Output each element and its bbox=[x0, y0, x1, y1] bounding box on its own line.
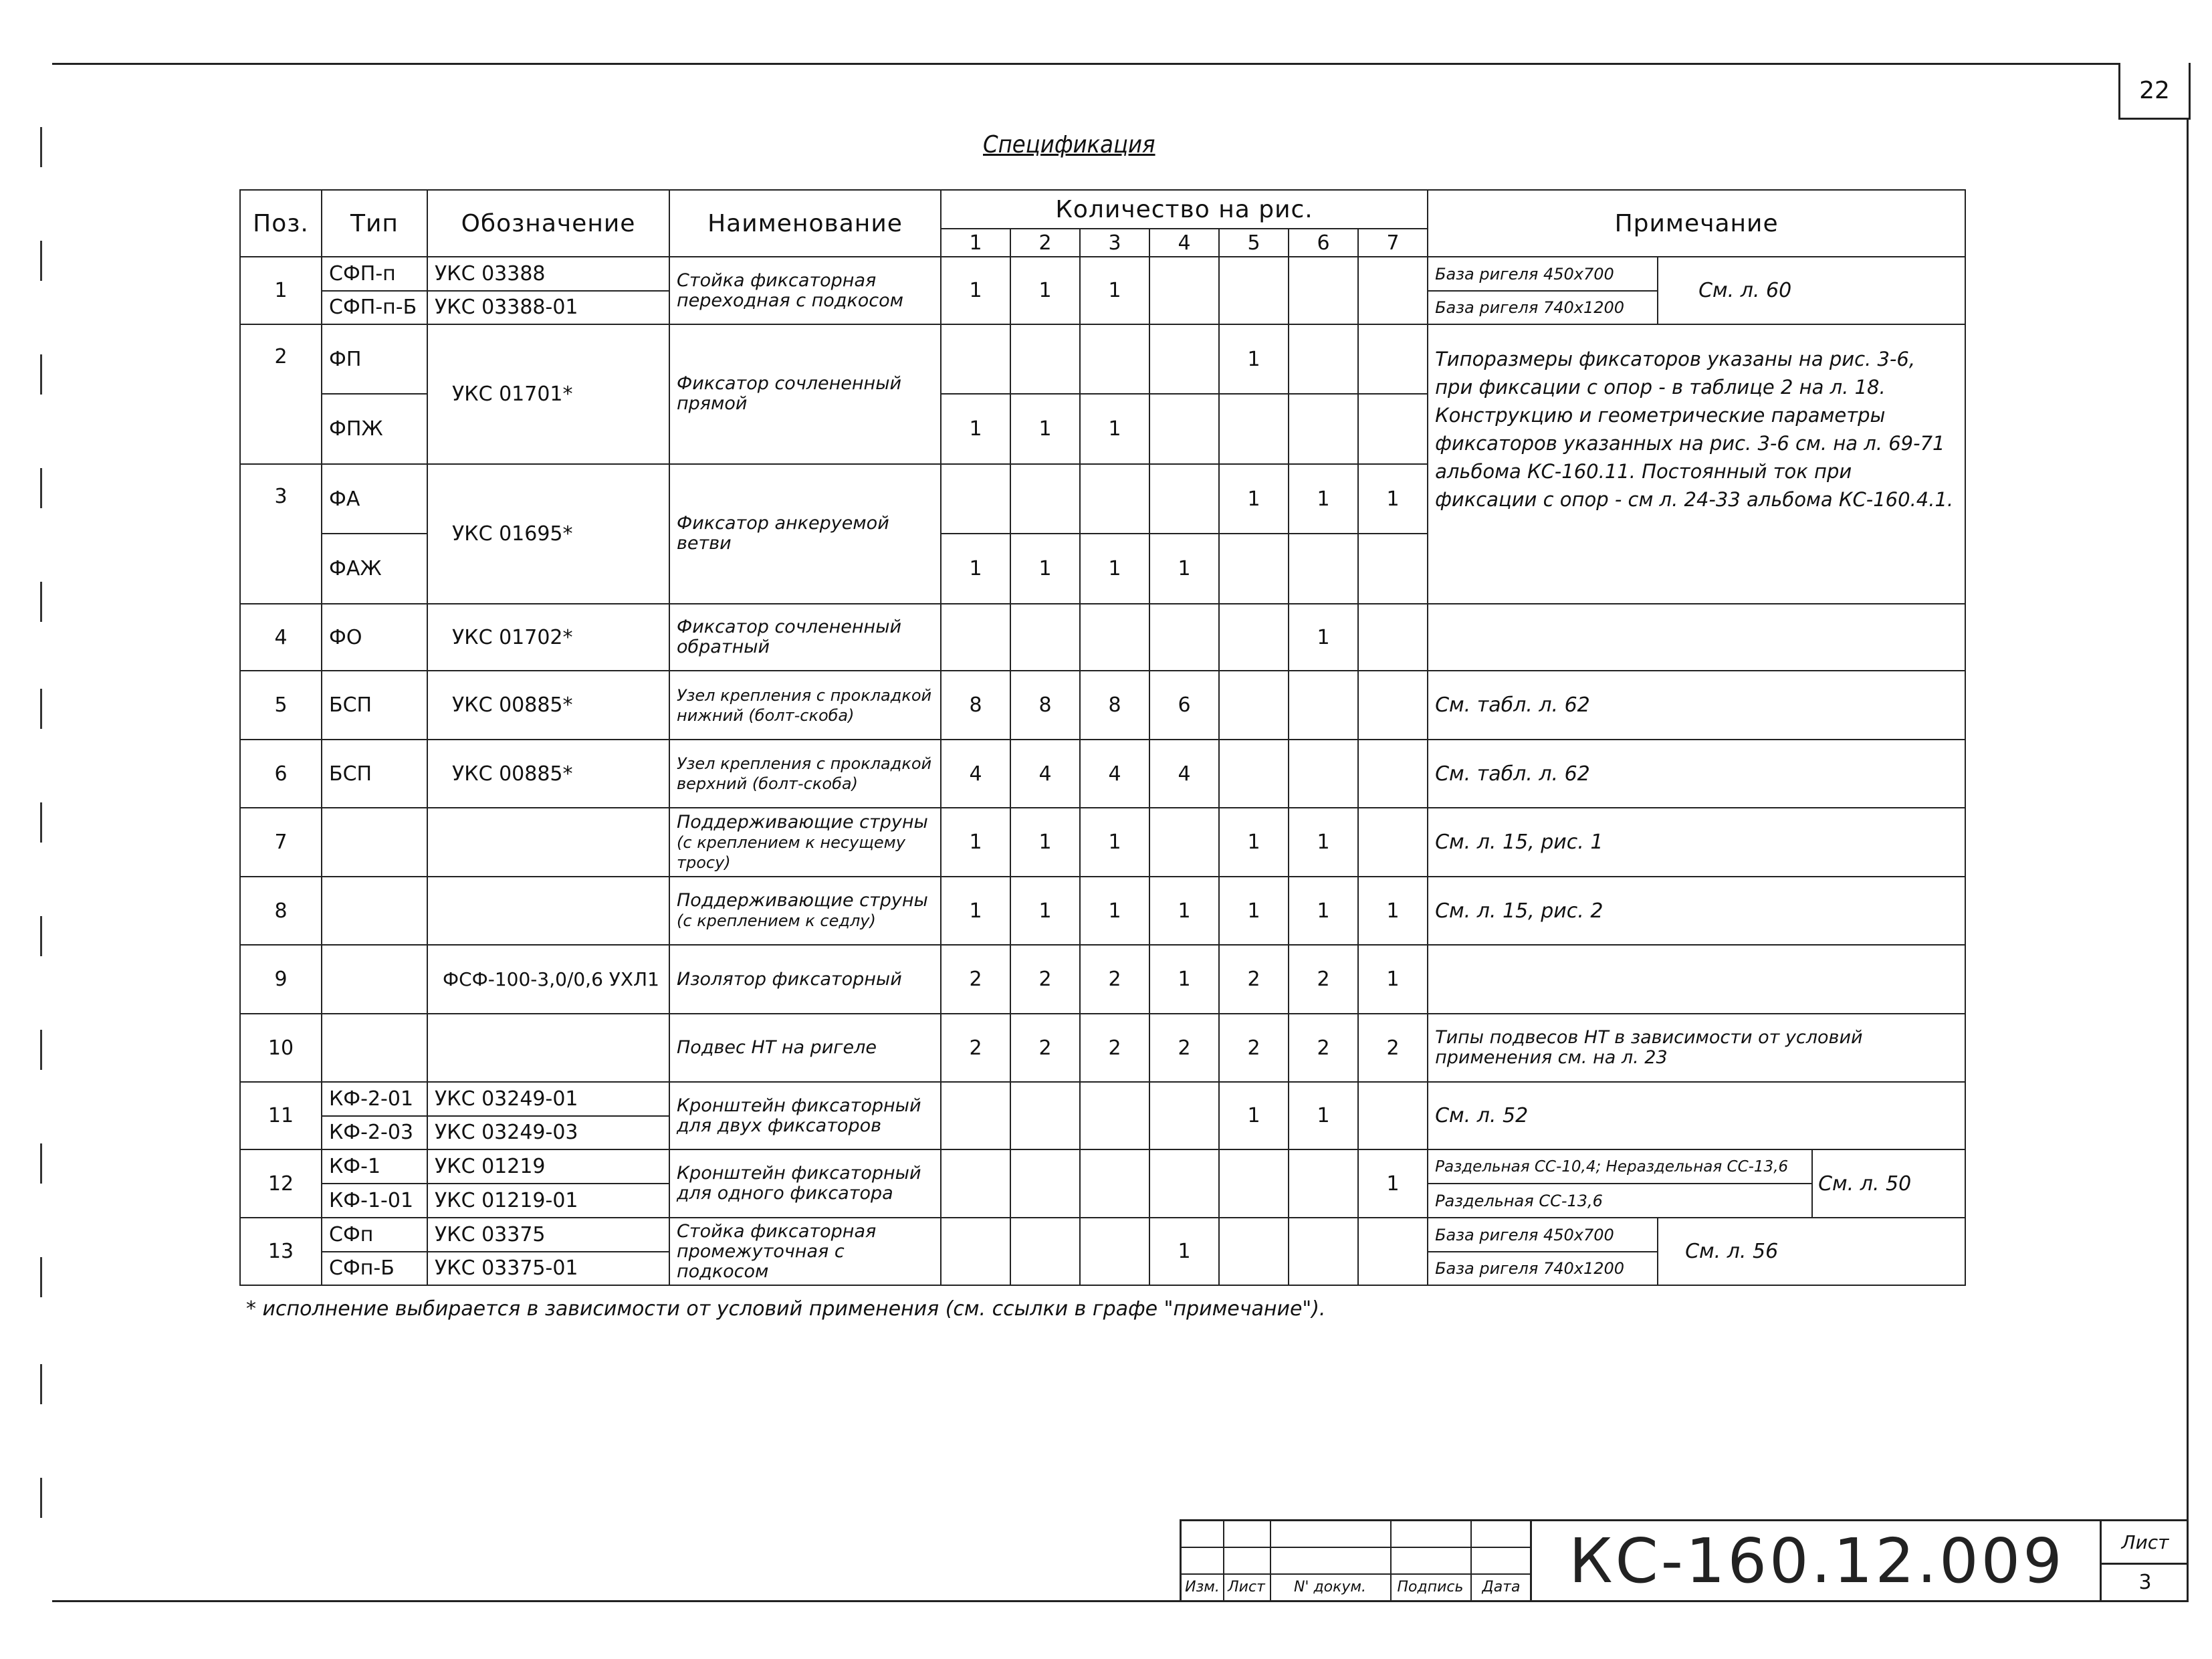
qty-cell bbox=[1358, 604, 1428, 671]
note-ref: См. л. 50 bbox=[1812, 1150, 1965, 1218]
row-type: БСП bbox=[322, 671, 427, 740]
qty-cell: 1 bbox=[1010, 877, 1080, 946]
qty-cell: 6 bbox=[1149, 671, 1219, 740]
footnote: * исполнение выбирается в зависимости от условий применения (см. ссылки в графе "примечание"). bbox=[246, 1297, 1326, 1321]
qty-cell bbox=[1010, 324, 1080, 395]
qty-cell bbox=[941, 1149, 1010, 1218]
qty-cell: 1 bbox=[941, 394, 1010, 464]
qty-cell bbox=[1219, 257, 1289, 324]
row-pos: 10 bbox=[240, 1014, 322, 1083]
row-name-line: (с креплением к несущему тросу) bbox=[677, 833, 905, 872]
note-cell: См. л. 15, рис. 1 bbox=[1428, 808, 1965, 877]
qty-cell bbox=[1080, 324, 1149, 395]
row-designation: УКС 03388-01 bbox=[427, 291, 669, 324]
margin-tick bbox=[40, 127, 42, 167]
qty-cell: 1 bbox=[1219, 324, 1289, 395]
margin-tick bbox=[40, 802, 42, 843]
sheet-number-box: 22 bbox=[2118, 63, 2191, 120]
qty-cell: 1 bbox=[1358, 464, 1428, 534]
qty-cell: 2 bbox=[1149, 1014, 1219, 1083]
qty-cell bbox=[1219, 671, 1289, 740]
shared-note: Типоразмеры фиксаторов указаны на рис. 3-6, при фиксации с опор - в таблице 2 на л. 18. Конструкцию и геометрические параметры фиксаторов указанных на рис. 3-6 см. на л. 69-71 альбома КС-160.11. Постоянный ток при фиксации с опор - см л. 24-33 альбома КС-160.4.1. bbox=[1428, 324, 1965, 604]
row-designation: УКС 01695* bbox=[427, 464, 669, 604]
row-type: ФП bbox=[322, 324, 427, 395]
qty-cell: 1 bbox=[1289, 877, 1358, 946]
stamp-label: Лист bbox=[1228, 1579, 1265, 1595]
qty-cell bbox=[1358, 534, 1428, 604]
qty-cell: 8 bbox=[1080, 671, 1149, 740]
qty-cell bbox=[941, 604, 1010, 671]
qty-cell: 1 bbox=[1219, 877, 1289, 946]
row-name: Узел крепления с прокладкой нижний (болт-скоба) bbox=[669, 671, 941, 740]
row-name: Фиксатор сочлененный прямой bbox=[669, 324, 941, 464]
row-name: Фиксатор анкеруемой ветви bbox=[669, 464, 941, 604]
header-fig: 2 bbox=[1010, 229, 1080, 257]
qty-cell: 1 bbox=[1289, 464, 1358, 534]
qty-cell bbox=[1358, 1082, 1428, 1149]
row-type: СФп bbox=[322, 1218, 427, 1251]
row-designation: УКС 03375 bbox=[427, 1218, 669, 1251]
row-name: Узел крепления с прокладкой верхний (болт-скоба) bbox=[669, 740, 941, 808]
header-fig: 1 bbox=[941, 229, 1010, 257]
qty-cell bbox=[1219, 740, 1289, 808]
qty-cell bbox=[1219, 1218, 1289, 1285]
qty-cell bbox=[1289, 740, 1358, 808]
header-name: Наименование bbox=[669, 190, 941, 257]
sheet-label: Лист bbox=[2102, 1521, 2189, 1565]
qty-cell: 2 bbox=[1219, 945, 1289, 1014]
qty-cell bbox=[1149, 1082, 1219, 1149]
qty-cell bbox=[1289, 394, 1358, 464]
qty-cell bbox=[1289, 1149, 1358, 1218]
qty-cell bbox=[1289, 1218, 1358, 1285]
qty-cell: 4 bbox=[1080, 740, 1149, 808]
note-cell: Раздельная СС-13,6 bbox=[1428, 1184, 1812, 1217]
qty-cell bbox=[1149, 808, 1219, 877]
qty-cell: 1 bbox=[1080, 394, 1149, 464]
qty-cell: 8 bbox=[941, 671, 1010, 740]
row-name: Подвес НТ на ригеле bbox=[669, 1014, 941, 1083]
row-pos: 8 bbox=[240, 877, 322, 946]
row-type bbox=[322, 877, 427, 946]
header-pos: Поз. bbox=[240, 190, 322, 257]
qty-cell bbox=[1358, 394, 1428, 464]
qty-cell bbox=[1149, 394, 1219, 464]
qty-cell: 1 bbox=[1010, 808, 1080, 877]
qty-cell: 1 bbox=[1358, 945, 1428, 1014]
qty-cell bbox=[1080, 1082, 1149, 1149]
qty-cell: 1 bbox=[1149, 877, 1219, 946]
qty-cell bbox=[941, 464, 1010, 534]
note-cell: См. л. 52 bbox=[1428, 1082, 1965, 1149]
row-name-line: Поддерживающие струны bbox=[677, 811, 928, 833]
qty-cell: 2 bbox=[1219, 1014, 1289, 1083]
qty-cell bbox=[1219, 1149, 1289, 1218]
row-pos: 1 bbox=[240, 257, 322, 324]
row-type: СФП-п-Б bbox=[322, 291, 427, 324]
qty-cell: 1 bbox=[1010, 394, 1080, 464]
note-cell bbox=[1428, 945, 1965, 1014]
qty-cell bbox=[1289, 671, 1358, 740]
qty-cell: 1 bbox=[1358, 1149, 1428, 1218]
row-type: КФ-2-03 bbox=[322, 1116, 427, 1149]
qty-cell bbox=[1080, 1218, 1149, 1285]
row-name: Стойка фиксаторная переходная с подкосом bbox=[669, 257, 941, 324]
row-pos: 2 bbox=[240, 324, 322, 464]
margin-tick bbox=[40, 1364, 42, 1404]
qty-cell: 2 bbox=[1010, 1014, 1080, 1083]
margin-tick bbox=[40, 1030, 42, 1070]
qty-cell bbox=[1010, 1149, 1080, 1218]
row-pos: 12 bbox=[240, 1149, 322, 1218]
qty-cell bbox=[1289, 534, 1358, 604]
qty-cell: 4 bbox=[941, 740, 1010, 808]
row-pos: 9 bbox=[240, 945, 322, 1014]
header-fig: 7 bbox=[1358, 229, 1428, 257]
stamp-label: Подпись bbox=[1397, 1579, 1464, 1595]
header-fig: 3 bbox=[1080, 229, 1149, 257]
margin-tick bbox=[40, 241, 42, 281]
qty-cell: 2 bbox=[1289, 1014, 1358, 1083]
qty-cell bbox=[1289, 324, 1358, 395]
row-name: Кронштейн фиксаторный для одного фиксатора bbox=[669, 1149, 941, 1218]
qty-cell bbox=[1219, 534, 1289, 604]
qty-cell: 4 bbox=[1010, 740, 1080, 808]
row-designation: ФСФ-100-3,0/0,6 УХЛ1 bbox=[427, 945, 669, 1014]
row-designation bbox=[427, 1014, 669, 1083]
row-designation bbox=[427, 877, 669, 946]
page-title: Спецификация bbox=[983, 131, 1155, 158]
qty-cell: 2 bbox=[1080, 1014, 1149, 1083]
row-type: БСП bbox=[322, 740, 427, 808]
qty-cell: 1 bbox=[1149, 945, 1219, 1014]
row-designation: УКС 03249-03 bbox=[427, 1116, 669, 1149]
qty-cell bbox=[1080, 604, 1149, 671]
note-cell: База ригеля 450х700 bbox=[1428, 1218, 1658, 1251]
qty-cell bbox=[1149, 324, 1219, 395]
qty-cell: 1 bbox=[1080, 257, 1149, 324]
row-name: Стойка фиксаторная промежуточная с подкосом bbox=[669, 1218, 941, 1285]
note-cell: База ригеля 450х700 bbox=[1428, 257, 1658, 290]
qty-cell: 1 bbox=[1010, 257, 1080, 324]
row-designation: УКС 03375-01 bbox=[427, 1252, 669, 1285]
row-pos: 3 bbox=[240, 464, 322, 604]
row-type: КФ-1 bbox=[322, 1149, 427, 1184]
note-cell: База ригеля 740х1200 bbox=[1428, 1252, 1658, 1285]
qty-cell: 1 bbox=[1080, 808, 1149, 877]
header-fig: 6 bbox=[1289, 229, 1358, 257]
qty-cell bbox=[1010, 1082, 1080, 1149]
qty-cell: 2 bbox=[1080, 945, 1149, 1014]
qty-cell: 4 bbox=[1149, 740, 1219, 808]
qty-cell bbox=[941, 1082, 1010, 1149]
qty-cell: 2 bbox=[941, 1014, 1010, 1083]
note-cell: Раздельная СС-10,4; Нераздельная СС-13,6 bbox=[1428, 1150, 1812, 1184]
note-split bbox=[1428, 1149, 1965, 1218]
row-type bbox=[322, 945, 427, 1014]
qty-cell bbox=[941, 324, 1010, 395]
qty-cell: 2 bbox=[1289, 945, 1358, 1014]
row-pos: 6 bbox=[240, 740, 322, 808]
row-name bbox=[669, 877, 941, 946]
qty-cell bbox=[1149, 257, 1219, 324]
qty-cell: 1 bbox=[941, 808, 1010, 877]
row-type bbox=[322, 808, 427, 877]
grid-line bbox=[1182, 1547, 1532, 1548]
margin-tick bbox=[40, 468, 42, 508]
qty-cell bbox=[1358, 671, 1428, 740]
margin-tick bbox=[40, 1257, 42, 1297]
qty-cell bbox=[1080, 464, 1149, 534]
row-designation bbox=[427, 808, 669, 877]
note-subtable bbox=[1428, 1150, 1965, 1218]
row-name-line: Поддерживающие струны bbox=[677, 890, 928, 911]
qty-cell: 1 bbox=[1080, 877, 1149, 946]
row-name: Изолятор фиксаторный bbox=[669, 945, 941, 1014]
row-type: КФ-1-01 bbox=[322, 1184, 427, 1218]
row-designation: УКС 01219-01 bbox=[427, 1184, 669, 1218]
qty-cell: 1 bbox=[1010, 534, 1080, 604]
row-designation: УКС 00885* bbox=[427, 671, 669, 740]
row-pos: 13 bbox=[240, 1218, 322, 1285]
stamp-label: N' докум. bbox=[1293, 1579, 1367, 1595]
qty-cell: 1 bbox=[1289, 1082, 1358, 1149]
margin-tick bbox=[40, 354, 42, 395]
note-cell: Типы подвесов НТ в зависимости от условий применения см. на л. 23 bbox=[1428, 1014, 1965, 1083]
row-pos: 4 bbox=[240, 604, 322, 671]
qty-cell: 2 bbox=[1358, 1014, 1428, 1083]
header-note: Примечание bbox=[1428, 190, 1965, 257]
qty-cell: 2 bbox=[941, 945, 1010, 1014]
row-pos: 7 bbox=[240, 808, 322, 877]
specification-table bbox=[239, 189, 1966, 1286]
row-type: ФПЖ bbox=[322, 394, 427, 464]
qty-cell: 1 bbox=[1080, 534, 1149, 604]
header-type: Тип bbox=[322, 190, 427, 257]
stamp-label: Дата bbox=[1482, 1579, 1521, 1595]
row-designation: УКС 01219 bbox=[427, 1149, 669, 1184]
qty-cell bbox=[1358, 257, 1428, 324]
note-cell: См. табл. л. 62 bbox=[1428, 740, 1965, 808]
title-block bbox=[1180, 1519, 2187, 1598]
qty-cell bbox=[1289, 257, 1358, 324]
revision-grid bbox=[1180, 1519, 1532, 1600]
margin-tick bbox=[40, 582, 42, 622]
qty-cell bbox=[1219, 394, 1289, 464]
note-ref: См. л. 60 bbox=[1658, 257, 1965, 324]
qty-cell: 1 bbox=[941, 257, 1010, 324]
qty-cell bbox=[1010, 464, 1080, 534]
qty-cell bbox=[1149, 1149, 1219, 1218]
sheet-cell bbox=[2100, 1519, 2189, 1600]
qty-cell: 8 bbox=[1010, 671, 1080, 740]
grid-line bbox=[1182, 1573, 1532, 1575]
row-type bbox=[322, 1014, 427, 1083]
qty-cell: 1 bbox=[1149, 534, 1219, 604]
row-name: Фиксатор сочлененный обратный bbox=[669, 604, 941, 671]
header-fig: 4 bbox=[1149, 229, 1219, 257]
document-code: КС-160.12.009 bbox=[1530, 1519, 2102, 1600]
row-type: КФ-2-01 bbox=[322, 1082, 427, 1115]
note-ref: См. л. 56 bbox=[1658, 1218, 1965, 1285]
row-type: ФА bbox=[322, 464, 427, 534]
header-fig: 5 bbox=[1219, 229, 1289, 257]
qty-cell bbox=[1358, 324, 1428, 395]
row-designation: УКС 00885* bbox=[427, 740, 669, 808]
qty-cell: 1 bbox=[1219, 1082, 1289, 1149]
row-designation: УКС 03388 bbox=[427, 257, 669, 290]
row-type: ФАЖ bbox=[322, 534, 427, 604]
qty-cell bbox=[1358, 808, 1428, 877]
qty-cell: 2 bbox=[1010, 945, 1080, 1014]
sheet-number: 3 bbox=[2138, 1571, 2152, 1594]
qty-cell bbox=[1358, 1218, 1428, 1285]
margin-tick bbox=[40, 1143, 42, 1184]
row-designation: УКС 03249-01 bbox=[427, 1082, 669, 1115]
margin-tick bbox=[40, 916, 42, 956]
header-designation: Обозначение bbox=[427, 190, 669, 257]
qty-cell bbox=[1010, 604, 1080, 671]
stamp-label: Изм. bbox=[1185, 1579, 1220, 1595]
qty-cell: 1 bbox=[1289, 808, 1358, 877]
qty-cell bbox=[1149, 464, 1219, 534]
qty-cell: 1 bbox=[1219, 808, 1289, 877]
row-type: ФО bbox=[322, 604, 427, 671]
note-cell: См. табл. л. 62 bbox=[1428, 671, 1965, 740]
qty-cell bbox=[1358, 740, 1428, 808]
qty-cell bbox=[941, 1218, 1010, 1285]
note-cell bbox=[1428, 604, 1965, 671]
row-name bbox=[669, 808, 941, 877]
qty-cell bbox=[1149, 604, 1219, 671]
margin-tick bbox=[40, 1478, 42, 1518]
qty-cell bbox=[1219, 604, 1289, 671]
header-quantity: Количество на рис. bbox=[941, 190, 1428, 229]
qty-cell bbox=[1080, 1149, 1149, 1218]
note-cell: См. л. 15, рис. 2 bbox=[1428, 877, 1965, 946]
row-pos: 11 bbox=[240, 1082, 322, 1149]
qty-cell: 1 bbox=[941, 877, 1010, 946]
row-name-line: (с креплением к седлу) bbox=[677, 911, 876, 931]
row-pos: 5 bbox=[240, 671, 322, 740]
qty-cell bbox=[1010, 1218, 1080, 1285]
qty-cell: 1 bbox=[941, 534, 1010, 604]
row-type: СФп-Б bbox=[322, 1252, 427, 1285]
qty-cell: 1 bbox=[1149, 1218, 1219, 1285]
qty-cell: 1 bbox=[1358, 877, 1428, 946]
qty-cell: 1 bbox=[1219, 464, 1289, 534]
note-cell: База ригеля 740х1200 bbox=[1428, 291, 1658, 324]
qty-cell: 1 bbox=[1289, 604, 1358, 671]
row-designation: УКС 01702* bbox=[427, 604, 669, 671]
margin-tick bbox=[40, 689, 42, 729]
row-name: Кронштейн фиксаторный для двух фиксаторов bbox=[669, 1082, 941, 1149]
row-type: СФП-п bbox=[322, 257, 427, 290]
row-designation: УКС 01701* bbox=[427, 324, 669, 464]
